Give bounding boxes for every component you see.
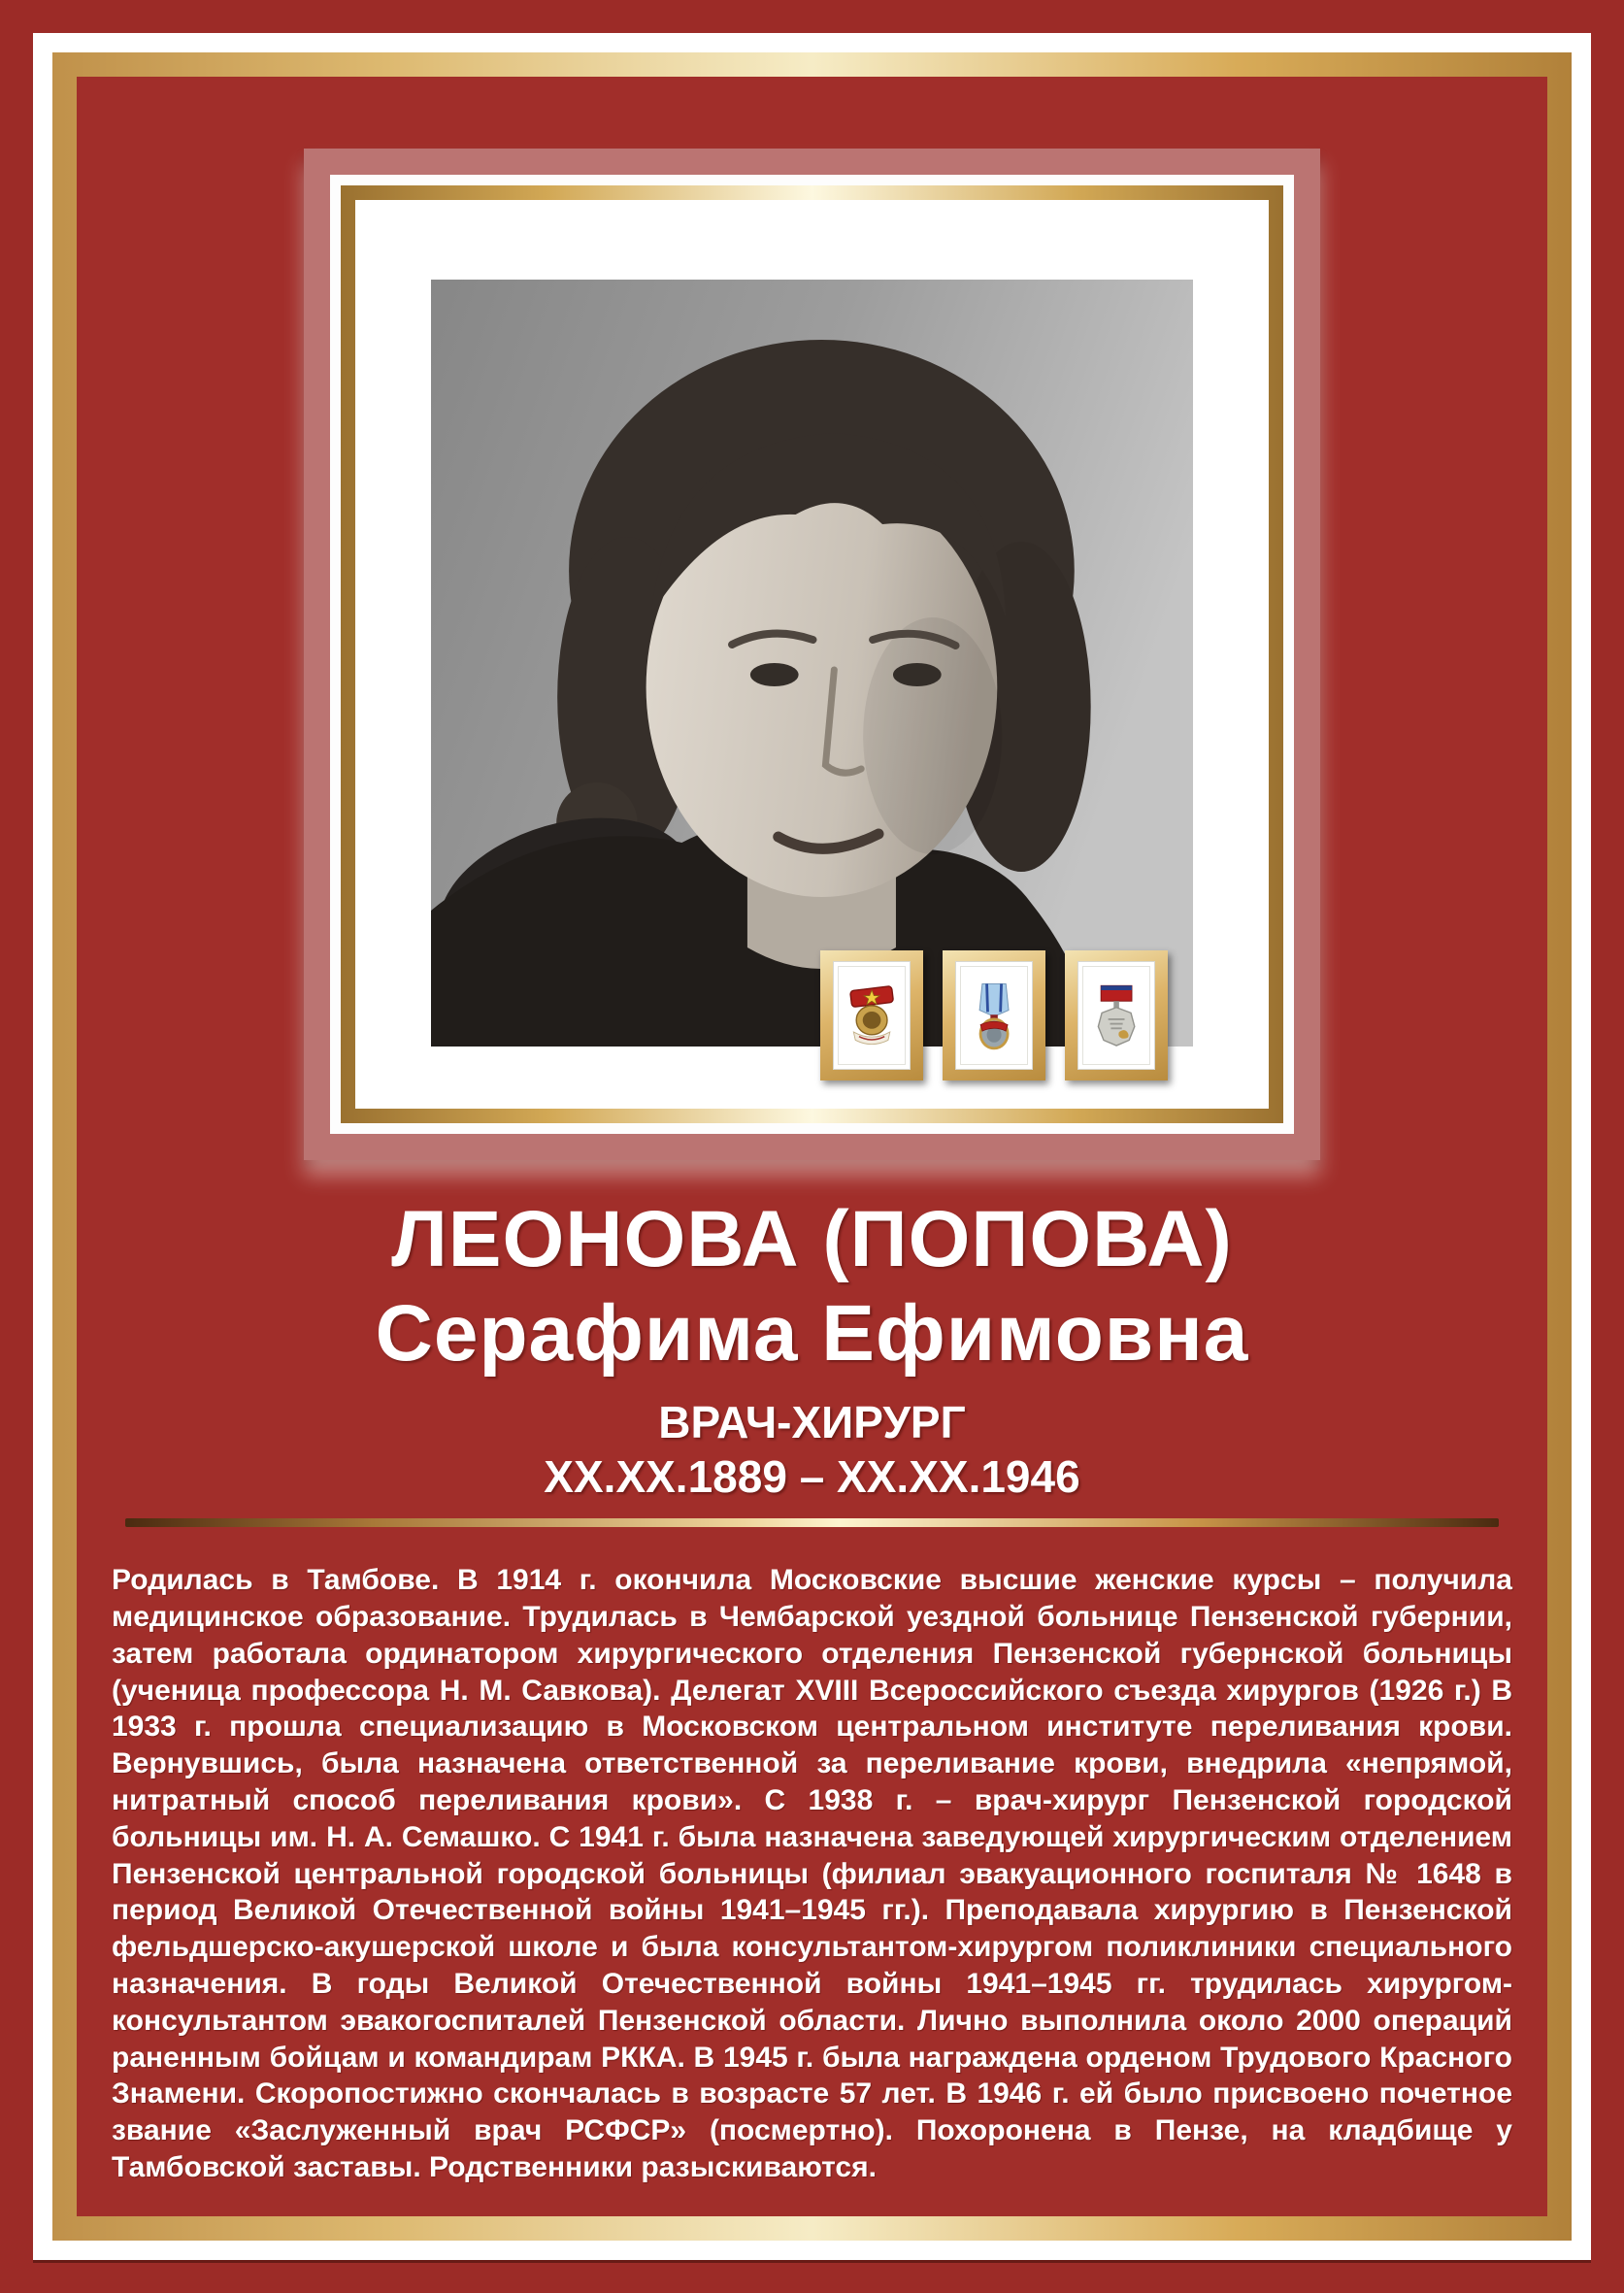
outer-gold-border: [52, 52, 1572, 2241]
person-surname: ЛЕОНОВА (ПОПОВА): [391, 1195, 1233, 1283]
person-profession: ВРАЧ-ХИРУРГ: [658, 1396, 966, 1447]
biography-text: Родилась в Тамбове. В 1914 г. окончила Московские высшие женские курсы – получила медицинское образование. Трудилась в Чембарской уездной больнице Пензенской губернии, затем работала ординатором хирургического отделения Пензенской губернской больницы (ученица профессора Н. М. Савкова). Делегат XVIII Всероссийского съезда хирургов (1926 г.) В 1933 г. прошла специализацию в Московском центральном институте переливания крови. Вернувшись, была назначена ответственной за переливание крови, внедрила «непрямой, нитратный способ переливания крови». С 1938 г. – врач-хирург Пензенской городской больницы им. Н. А. Семашко. С 1941 г. была назначена заведующей хирургическим отделением Пензенской центральной городской больницы (филиал эвакуационного госпиталя № 1648 в период Великой Отечественной войны 1941–1945 гг.). Преподавала хирургию в Пензенской фельдшерско-акушерской школе и была консультантом-хирургом поликлиники специального назначения. В годы Великой Отечественной войны 1941–1945 гг. трудилась хирургом-консультантом эвакогоспиталей Пензенской области. Лично выполнила около 2000 операций раненным бойцам и командирам РККА. В 1945 г. была награждена орденом Трудового Красного Знамени. Скоропостижно скончалась в возрасте 57 лет. В 1946 г. ей было присвоено почетное звание «Заслуженный врач РСФСР» (посмертно). Похоронена в Пензе, на кладбище у Тамбовской заставы. Родственники разыскиваются.: [112, 1564, 1512, 2184]
person-life-dates: ХХ.ХХ.1889 – ХХ.ХХ.1946: [544, 1451, 1080, 1503]
portrait-frame-gold-band: [341, 185, 1283, 1123]
gold-divider: [125, 1518, 1499, 1527]
bw-portrait-photo: [431, 280, 1193, 1047]
poster-inner-field: [77, 77, 1547, 2216]
order-of-labour-red-banner-icon: [955, 961, 1033, 1070]
medal-frame-3: [1065, 950, 1168, 1080]
person-given-names: Серафима Ефимовна: [375, 1288, 1249, 1378]
medal-frame-2: [943, 950, 1045, 1080]
medals-row: [820, 950, 1168, 1080]
portrait-frame-white-band: [330, 175, 1294, 1134]
outer-white-border: [33, 33, 1591, 2260]
name-block: [77, 1193, 1547, 1381]
portrait-matte: [355, 200, 1269, 1109]
medal-frame-1: [820, 950, 923, 1080]
portrait-frame: [304, 149, 1320, 1160]
excellence-in-healthcare-badge-icon: [833, 961, 911, 1070]
honored-doctor-rsfsr-medal-icon: [1077, 961, 1155, 1070]
